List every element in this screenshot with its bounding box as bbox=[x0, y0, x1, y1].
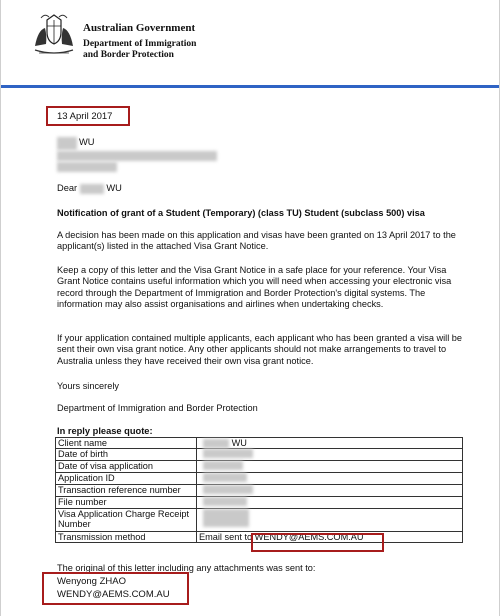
redacted-address bbox=[57, 162, 117, 172]
paragraph: A decision has been made on this application and visas have been granted on 13 April 2017 to the applicant(s) listed in the attached Visa Grant Notice. bbox=[57, 230, 456, 252]
letter-date: 13 April 2017 bbox=[57, 111, 113, 122]
redacted-name bbox=[57, 137, 77, 150]
agency-name bbox=[83, 22, 196, 61]
table-row: Transaction reference number bbox=[56, 485, 463, 497]
table-row: File number bbox=[56, 497, 463, 509]
table-row: Client name WU bbox=[56, 438, 463, 449]
redacted-value bbox=[203, 509, 249, 527]
table-row: Date of visa application bbox=[56, 461, 463, 473]
reply-table bbox=[55, 437, 463, 543]
transmission-email: WENDY@AEMS.COM.AU bbox=[254, 532, 364, 543]
table-row: Date of birth bbox=[56, 449, 463, 461]
salutation: Dear WU bbox=[57, 183, 122, 193]
redacted-value bbox=[203, 439, 229, 448]
closing: Yours sincerely bbox=[57, 381, 119, 391]
recipient-name: Wenyong ZHAO bbox=[57, 576, 126, 587]
signature: Department of Immigration and Border Protection bbox=[57, 403, 258, 413]
recipient-surname: WU bbox=[79, 137, 95, 147]
paragraph: If your application contained multiple applicants, each applicant who has been granted a visa will be sent their own visa grant notice. Any other applicants should not make arrangements to travel to Australia unless they have received their own visa grant notice. bbox=[57, 333, 463, 366]
subject-line: Notification of grant of a Student (Temporary) (class TU) Student (subclass 500) visa bbox=[57, 208, 425, 218]
reply-title: In reply please quote: bbox=[57, 426, 153, 436]
redacted-value bbox=[203, 449, 253, 458]
department-name: Department of Immigration and Border Protection bbox=[83, 39, 197, 60]
government-name: Australian Government bbox=[83, 22, 196, 34]
coat-of-arms-icon bbox=[31, 12, 77, 56]
paragraph: Keep a copy of this letter and the Visa Grant Notice in a safe place for your reference. Your Visa Grant Notice contains useful information which you will need when accessing your electronic visa record through the Department of Immigration and Border Protection's digital systems. The information may also assist organisations and airlines when undertaking checks. bbox=[57, 265, 452, 309]
email-highlight-box bbox=[251, 533, 384, 552]
header-rule bbox=[1, 85, 499, 88]
redacted-value bbox=[203, 473, 247, 482]
redacted-value bbox=[203, 497, 247, 506]
redacted-address bbox=[57, 151, 217, 161]
table-row: Transmission method Email sent to WENDY@AEMS.COM.AU bbox=[56, 532, 463, 543]
redacted-value bbox=[203, 485, 253, 494]
table-row: Visa Application Charge Receipt Number bbox=[56, 509, 463, 532]
redacted-value bbox=[203, 461, 243, 470]
original-sent-note: The original of this letter including any attachments was sent to: bbox=[57, 563, 316, 573]
letterhead bbox=[1, 0, 499, 86]
recipient-email: WENDY@AEMS.COM.AU bbox=[57, 589, 170, 600]
table-row: Application ID bbox=[56, 473, 463, 485]
